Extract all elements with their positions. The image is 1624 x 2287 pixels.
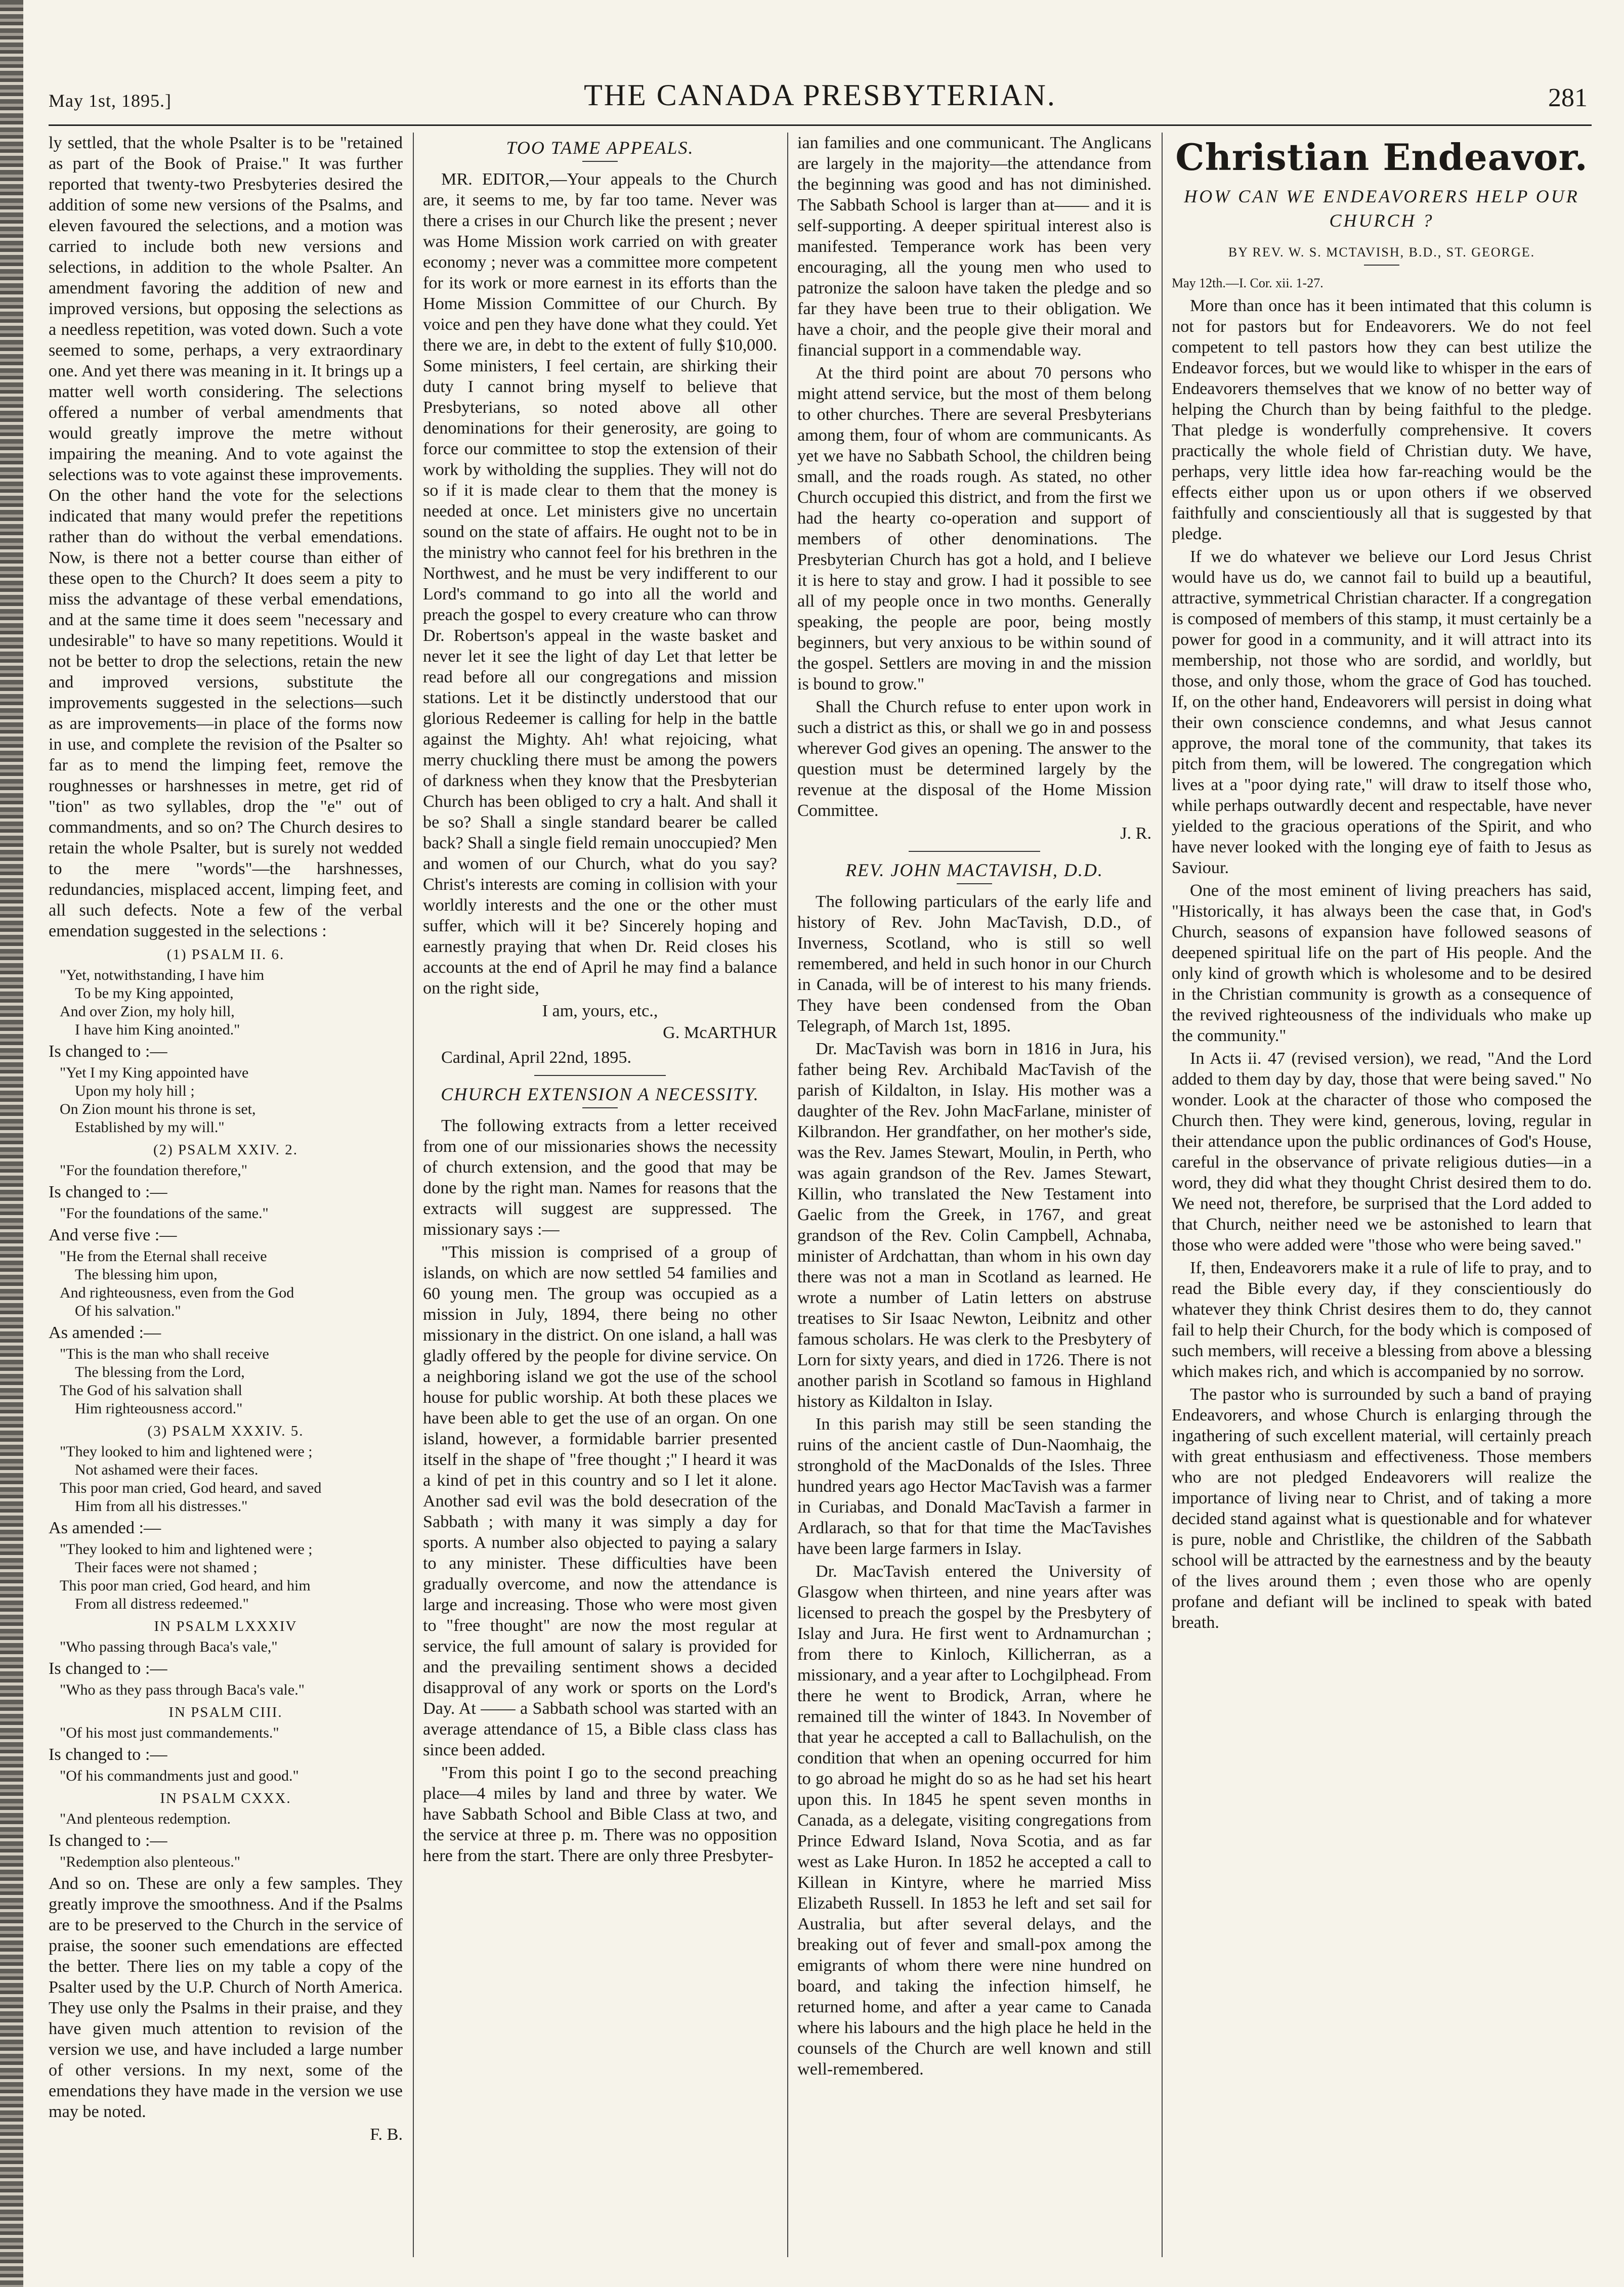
column-rule [413, 133, 414, 2257]
verse-line: "Of his most just commandements." [60, 1724, 279, 1741]
verse-line: Of his salvation." [75, 1303, 181, 1319]
page-binding-edge [0, 0, 23, 2287]
column-psalter [49, 133, 403, 2262]
psalm-reference: IN PSALM CXXX. [160, 1790, 291, 1806]
psalm-reference: IN PSALM CIII. [168, 1704, 283, 1720]
article-separator [534, 1075, 666, 1076]
verse-revised [60, 1853, 403, 1871]
page-number: 281 [1548, 83, 1588, 112]
verse-line: From all distress redeemed." [75, 1595, 249, 1612]
article-paragraph: ian families and one communicant. The Anglicans are largely in the majority—the attendance from the beginning was good and has not diminished. The Sabbath School is larger than at—— and it is self-supporting. A deeper spiritual interest also is manifested. Temperance work has been very encouraging, all the young men who used to patronize the saloon have taken the pledge and so far they have been true to their obligation. We have a choir, and the people give their moral and financial support in a commendable way. [797, 134, 1151, 360]
verse-line: "Redemption also plenteous." [60, 1853, 240, 1870]
verse-line: "For the foundations of the same." [60, 1205, 269, 1222]
changed-label: Is changed to :— [49, 1183, 167, 1201]
changed-label: Is changed to :— [49, 1745, 167, 1764]
amended-label: As amended :— [49, 1519, 161, 1537]
column-rule [1162, 133, 1163, 2257]
verse-intro: And verse five :— [49, 1226, 177, 1244]
article-title: REV. JOHN MACTAVISH, D.D. [845, 860, 1103, 880]
verse-line: Not ashamed were their faces. [75, 1461, 259, 1478]
verse-original [60, 1247, 403, 1320]
section-title: Christian Endeavor. [1175, 136, 1588, 179]
article-separator [909, 851, 1040, 852]
verse-line: "Of his commandments just and good." [60, 1767, 299, 1784]
article-paragraph: ly settled, that the whole Psalter is to be "retained as part of the Book of Praise." It was further reported that twenty-two Presbyteries desired the addition of some new versions of the Psalms, and eleven favoured the selections, and a motion was carried to include both new versions and selections, in addition to the whole Psalter. An amendment favoring the addition of new and improved versions, but opposing the selections as a needless repetition, was voted down. Such a vote seemed to some, perhaps, a very extraordinary one. And yet there was meaning in it. It brings up a matter well worth considering. The selections offered a number of verbal amendments that would greatly improve the metre without impairing the meaning. And to vote against the selections was to vote against these improvements. On the other hand the vote for the selections indicated that many would prefer the repetitions rather than do without the verbal emendations. Now, is there not a better course than either of these open to the Church? It does seem a pity to miss the advantage of these verbal emendations, and at the same time it does seem "necessary and undesirable" to have so many repetitions. Would it not be better to drop the selections, retain the new and improved versions, substitute the improvements suggested in the selections—such as are improvements—in place of the forms now in use, and complete the revision of the Psalter so far as to mend the limping feet, remove the roughnesses or harshnesses in metre, get rid of "tion" as two syllables, drop the "e" out of commandments, and so on? The Church desires to retain the whole Psalter, but is surely not wedded to the mere "words"—the harshnesses, redundancies, misplaced accent, limping feet, and all such defects. Note a few of the verbal emendation suggested in the selections : [49, 134, 403, 940]
article-paragraph: In this parish may still be seen standing the ruins of the ancient castle of Dun-Naomhaig, the stronghold of the MacDonalds of the Isles. Three hundred years ago Hector MacTavish was a farmer in Curiabas, and Donald MacTavish a farmer in Ardlarach, so that for that time the MacTavishes have been large farmers in Islay. [797, 1415, 1151, 1558]
psalm-reference: IN PSALM LXXXIV [154, 1618, 297, 1634]
title-divider [582, 161, 618, 162]
letter-closing: I am, yours, etc., [542, 1002, 658, 1020]
verse-line: "For the foundation therefore," [60, 1162, 248, 1179]
verse-line: Him from all his distresses." [75, 1498, 248, 1515]
verse-original [60, 1724, 403, 1742]
article-title: HOW CAN WE ENDEAVORERS HELP OUR CHURCH ? [1184, 186, 1579, 231]
verse-original [60, 1810, 403, 1828]
psalm-reference: (3) PSALM XXXIV. 5. [147, 1423, 304, 1439]
verse-line: The blessing him upon, [75, 1266, 218, 1283]
article-paragraph: If we do whatever we believe our Lord Jesus Christ would have us do, we cannot fail to build up a beautiful, attractive, symmetrical Christian character. If a congregation is composed of members of this stamp, it must certainly be a power for good in a community, and it will attract into its membership, not those who are sordid, and worldly, but those, and only those, whom the grace of God has touched. If, on the other hand, Endeavorers will persist in doing what their own conscience condemns, and what Jesus cannot approve, the moral tone of the community, that takes its pitch from them, will be lowered. The congregation which lives at a "poor dying rate," will draw to itself those who, while perhaps outwardly decent and respectable, have never yielded to the gracious operations of the Spirit, and who have never looked with the longing eye of faith to Jesus as Saviour. [1172, 547, 1592, 877]
verse-line: "He from the Eternal shall receive [60, 1248, 267, 1265]
verse-original [60, 1161, 403, 1180]
psalm-reference: (1) PSALM II. 6. [166, 946, 285, 963]
article-paragraph: MR. EDITOR,—Your appeals to the Church are, it seems to me, by far too tame. Never was there a crises in our Church like the present ; never was Home Mission work carried on with greater economy ; never was a committee more competent for its work or more earnest in its efforts than the Home Mission Committee of our Church. By voice and pen they have done what they could. Yet there we are, in debt to the extent of fully $10,000. Some ministers, I feel certain, are shirking their duty I cannot bring myself to believe that Presbyterians, so noted above all other denominations for their generosity, are going to force our committee to stop the extension of their work by witholding the supplies. They will not do so if it is made clear to them that the money is needed at once. Let ministers give no uncertain sound on the state of affairs. He ought not to be in the ministry who cannot feel for his brethren in the Northwest, and he must be very indifferent to our Lord's command to go into all the world and preach the gospel to every creature who can throw Dr. Robertson's appeal in the waste basket and never let it see the light of day Let that letter be read before all our congregations and mission stations. Let it be distinctly understood that our glorious Redeemer is calling for help in the battle against the Mighty. Ah! what rejoicing, what merry chuckling there must be among the powers of darkness when they know that the Presbyterian Church has been obliged to cry a halt. And shall it be so? Shall a single standard bearer be called back? Shall a single field remain unoccupied? Men and women of our Church, what do you say? Christ's interests are coming in collision with your worldly interests and the one or the other must suffer, which will it be? Sincerely hoping and earnestly praying that when Dr. Reid closes his accounts at the end of April he may find a balance on the right side, [423, 170, 777, 998]
verse-revised [60, 1064, 403, 1137]
title-divider [957, 883, 992, 884]
verse-line: "Who as they pass through Baca's vale." [60, 1681, 305, 1698]
column-mactavish [797, 133, 1151, 2262]
newspaper-title: THE CANADA PRESBYTERIAN. [584, 78, 1056, 112]
title-divider [1364, 265, 1399, 266]
author-byline: BY REV. W. S. MCTAVISH, B.D., ST. GEORGE. [1228, 245, 1535, 260]
verse-line: This poor man cried, God heard, and saved [60, 1480, 322, 1496]
verse-line: And over Zion, my holy hill, [60, 1003, 235, 1020]
changed-label: Is changed to :— [49, 1042, 167, 1061]
issue-date: May 1st, 1895.] [49, 91, 172, 111]
article-paragraph: Dr. MacTavish was born in 1816 in Jura, his father being Rev. Archibald MacTavish of the parish of Kildalton, in Islay. His mother was a daughter of the Rev. John MacFarlane, minister of Kilbrandon. Her grandfather, on her mother's side, was the Rev. James Stewart, Moulin, in Perth, who was again grandson of the Rev. James Stewart, Killin, who translated the New Testament into Gaelic from the Greek, in 1767, and great grandson of the Rev. Colin Campbell, Achnaba, minister of Ardchattan, than whom in his own day there was not a man in Scotland as learned. He wrote a number of Latin letters on abstruse treatises to Sir Isaac Newton, Leibnitz and other famous scholars. He was clerk to the Presbytery of Lorn for sixty years, and died in 1726. There is not another parish in Scotland so famous in Highland history as Kildalton in Islay. [797, 1040, 1151, 1411]
verse-original [60, 966, 403, 1039]
article-paragraph: The following particulars of the early life and history of Rev. John MacTavish, D.D., of Inverness, Scotland, who is still so well remembered, and held in such honor in our Church in Canada, will be of interest to his many friends. They have been condensed from the Oban Telegraph, of March 1st, 1895. [797, 892, 1151, 1035]
verse-revised [60, 1540, 403, 1613]
changed-label: Is changed to :— [49, 1831, 167, 1850]
article-title: CHURCH EXTENSION A NECESSITY. [441, 1084, 759, 1104]
verse-line: The blessing from the Lord, [75, 1364, 245, 1380]
verse-line: Upon my holy hill ; [75, 1083, 195, 1099]
title-divider [582, 1107, 618, 1108]
author-signature: G. McARTHUR [663, 1023, 777, 1042]
article-paragraph: If, then, Endeavorers make it a rule of life to pray, and to read the Bible every day, if they conscientiously do whatever they think Christ desires them to do, they cannot fail to help their Church, for the body which is composed of such members, will receive a blessing from above a blessing which makes rich, and which is accompanied by no sorrow. [1172, 1259, 1592, 1381]
article-paragraph: Dr. MacTavish entered the University of Glasgow when thirteen, and nine years after was licensed to preach the gospel by the Presbytery of Islay and Jura. He first went to Ardnamurchan ; from there to Kinloch, Killicherran, as a missionary, and a year after to Lochgilphead. From there he went to Brodick, Arran, where he remained till the winter of 1843. In November of that year he accepted a call to Ballachulish, on the condition that when an opening occurred for him to go abroad he might do so as he had set his heart upon this. In 1845 he spent seven months in Canada, as a delegate, visiting congregations from Prince Edward Island, Nova Scotia, and as far west as Lake Huron. In 1852 he accepted a call to Killean in Kintyre, where he married Miss Elizabeth Russell. In 1853 he left and set sail for Australia, but after several delays, and the breaking out of fever and small-pox among the emigrants of whom there were nine hundred on board, and taking the infection himself, he returned home, and after a year came to Canada where his labours and the high place he held in the counsels of the Church are well known and still well-remembered. [797, 1562, 1151, 2079]
article-paragraph: Shall the Church refuse to enter upon work in such a district as this, or shall we go in and possess wherever God gives an opening. The answer to the question must be determined largely by the revenue at the disposal of the Home Mission Committee. [797, 698, 1151, 820]
verse-line: The God of his salvation shall [60, 1382, 242, 1399]
verse-line: Him righteousness accord." [75, 1400, 243, 1417]
verse-line: This poor man cried, God heard, and him [60, 1577, 311, 1594]
verse-revised [60, 1681, 403, 1699]
author-signature: J. R. [1120, 824, 1151, 843]
scripture-reference: May 12th.—I. Cor. xii. 1-27. [1172, 276, 1323, 290]
verse-revised [60, 1767, 403, 1785]
article-paragraph: The pastor who is surrounded by such a band of praying Endeavorers, and whose Church is enlarging through the ingathering of such excellent material, will certainly preach with great enthusiasm and effectiveness. Those members who are not pledged Endeavorers will realize the importance of living near to Christ, and of taking a more decided stand against what is questionable and for whatever is pure, noble and Christlike, the children of the Sabbath school will be attracted by the earnestness and by the beauty of the lives around them ; even those who are openly profane and defiant will be inclined to speak with bated breath. [1172, 1385, 1592, 1632]
psalm-reference: (2) PSALM XXIV. 2. [153, 1142, 298, 1158]
verse-line: "Yet I my King appointed have [60, 1064, 249, 1081]
page-header [49, 69, 1592, 126]
verse-line: "Yet, notwithstanding, I have him [60, 967, 265, 983]
verse-line: "Who passing through Baca's vale," [60, 1638, 278, 1655]
article-paragraph: At the third point are about 70 persons who might attend service, but the most of them belong to other churches. There are several Presbyterians among them, four of whom are communicants. As yet we have no Sabbath School, the children being small, and the roads rough. As stated, no other Church occupied this district, and from the first we had the hearty co-operation and support of members of other denominations. The Presbyterian Church has got a hold, and I believe it is here to stay and grow. I had it possible to see all of my people once in two months. Generally speaking, the people are poor, being mostly beginners, but very anxious to be within sound of the gospel. Settlers are moving in and the mission is bound to grow." [797, 364, 1151, 694]
verse-line: On Zion mount his throne is set, [60, 1101, 256, 1117]
verse-line: Their faces were not shamed ; [75, 1559, 258, 1576]
amended-label: As amended :— [49, 1323, 161, 1342]
verse-line: I have him King anointed." [75, 1021, 240, 1038]
article-paragraph: The following extracts from a letter received from one of our missionaries shows the necessity of church extension, and the good that may be done by the right man. Names for reasons that the extracts will suggest are suppressed. The missionary says :— [423, 1116, 777, 1239]
verse-line: And righteousness, even from the God [60, 1284, 294, 1301]
letter-place-date: Cardinal, April 22nd, 1895. [441, 1048, 632, 1067]
changed-label: Is changed to :— [49, 1659, 167, 1678]
verse-line: "They looked to him and lightened were ; [60, 1443, 313, 1460]
verse-line: "And plenteous redemption. [60, 1810, 231, 1827]
article-paragraph: In Acts ii. 47 (revised version), we read, "And the Lord added to them day by day, those that were being saved." No wonder. Look at the character of those who composed the Church then. They were kind, generous, loving, regular in their attendance upon the public ordinances of God's House, careful in the observance of private religious duties—in a word, they did what they thought Christ desired them to do. We need not, therefore, be surprised that the Lord added to that Church, neither need we be astonished to learn that those who were added were "those who were being saved." [1172, 1049, 1592, 1255]
column-letters [423, 133, 777, 2262]
verse-line: "This is the man who shall receive [60, 1346, 269, 1362]
verse-original [60, 1443, 403, 1516]
author-signature: F. B. [370, 2125, 403, 2144]
verse-revised [60, 1345, 403, 1418]
column-christian-endeavor [1172, 133, 1592, 2262]
verse-revised [60, 1204, 403, 1223]
article-paragraph: "From this point I go to the second preaching place—4 miles by land and three by water. We have Sabbath School and Bible Class at two, and the service at three p. m. There was no opposition here from the start. There are only three Presbyter- [423, 1763, 777, 1865]
verse-line: Established by my will." [75, 1119, 225, 1136]
article-paragraph: More than once has it been intimated that this column is not for pastors but for Endeavorers. We do not feel competent to tell pastors how they can best utilize the Endeavor forces, but we would like to whisper in the ears of Endeavorers themselves that we know of no better way of helping the Church than by being faithful to the pledge. That pledge is wonderfully comprehensive. It covers practically the whole field of Christian duty. We have, perhaps, very little idea how far-reaching would be the effects either upon us or upon others if we observed faithfully and conscientiously all that is suggested by that pledge. [1172, 296, 1592, 543]
article-title: TOO TAME APPEALS. [506, 138, 694, 158]
column-rule [787, 133, 788, 2257]
verse-original [60, 1638, 403, 1656]
article-paragraph: "This mission is comprised of a group of islands, on which are now settled 54 families and 60 young men. The group was occupied as a mission in July, 1894, there being no other missionary in the district. On one island, a hall was gladly offered by the people for divine service. On a neighboring island we got the use of the school house for public worship. At both these places we have been able to get the use of an organ. On one island, however, a formidable barrier presented itself in the shape of "free thought ;" I heard it was a kind of pet in this country and so I let it alone. Another sad evil was the bold desecration of the Sabbath ; with many it was simply a day for sports. A number also objected to paying a salary to any minister. These difficulties have been gradually overcome, and now the attendance is large and increasing. Those who were most given to "free thought" are now the most regular at service, the full amount of salary is provided for and the prevailing sentiment shows a decided disapproval of any work or sports on the Lord's Day. At —— a Sabbath school was started with an average attendance of 15, a Bible class class has since been added. [423, 1243, 777, 1759]
verse-line: To be my King appointed, [75, 985, 234, 1002]
article-paragraph: And so on. These are only a few samples. They greatly improve the smoothness. And if the Psalms are to be preserved to the Church in the service of praise, the sooner such emendations are effected the better. There lies on my table a copy of the Psalter used by the U.P. Church of North America. They use only the Psalms in their praise, and they have given much attention to revision of the version we use, and have included a large number of other versions. In my next, some of the emendations they have made in the version we use may be noted. [49, 1874, 403, 2121]
article-paragraph: One of the most eminent of living preachers has said, "Historically, it has always been the case that, in God's Church, seasons of expansion have followed seasons of deepened spiritual life on the part of His people. And the only kind of growth which is wholesome and to be desired in the Christian community is growth as a consequence of the revived righteousness of the individuals who make up the community." [1172, 881, 1592, 1045]
verse-line: "They looked to him and lightened were ; [60, 1541, 313, 1558]
